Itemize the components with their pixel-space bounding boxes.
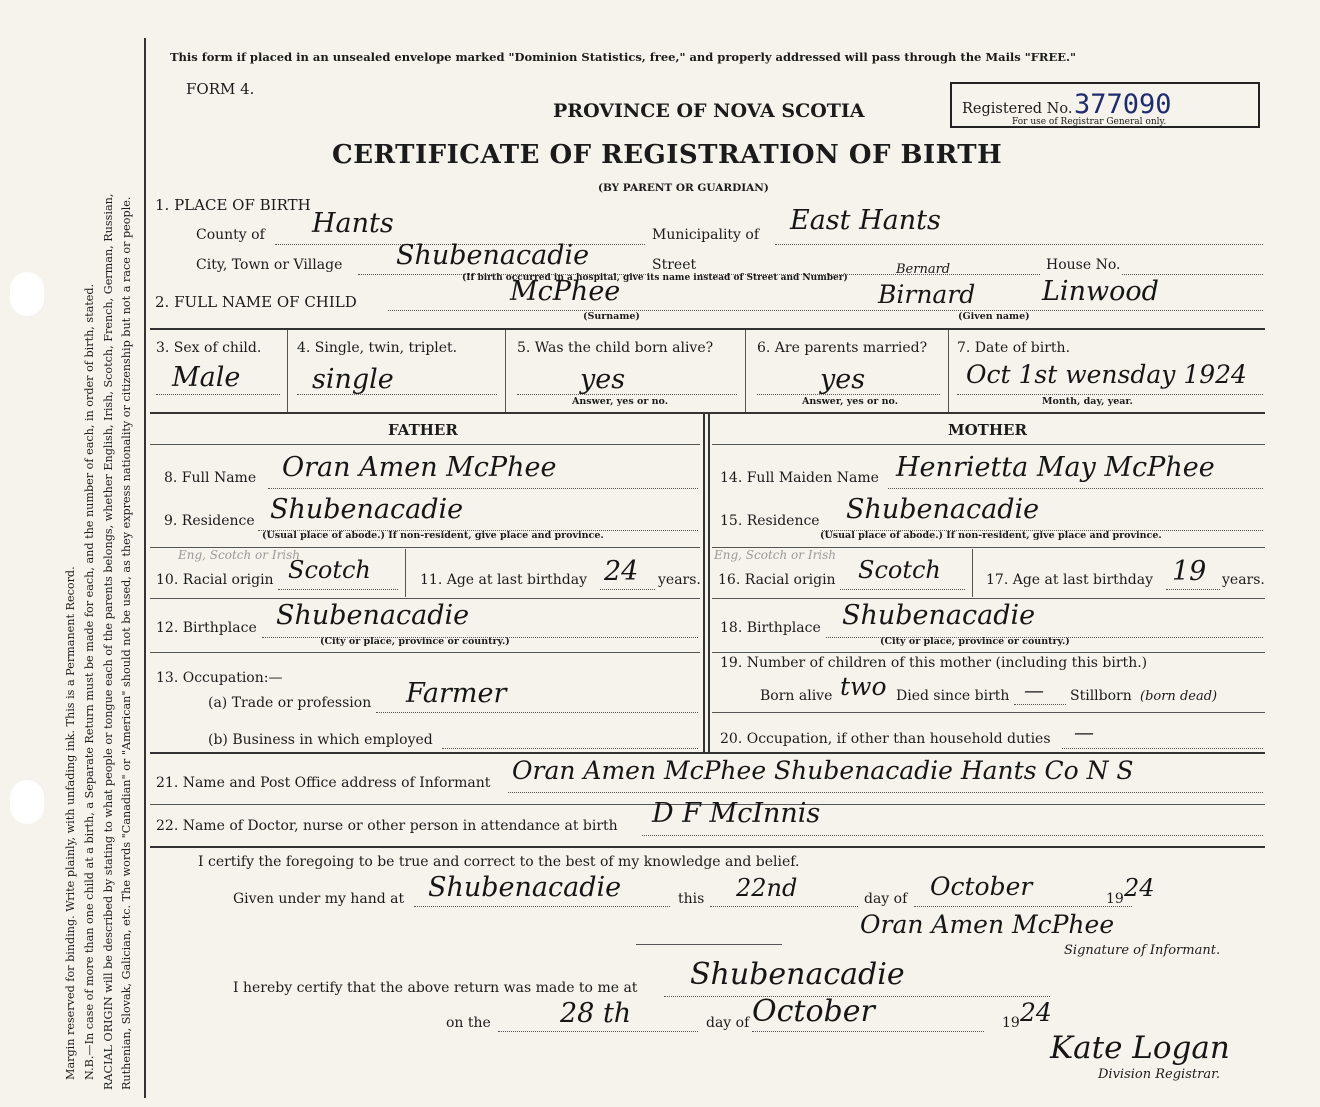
punch-hole (10, 780, 44, 824)
mother-occupation-label: 20. Occupation, if other than household duties (720, 731, 1051, 747)
father-res-value: Shubenacadie (270, 494, 464, 525)
born-alive-label: Born alive (760, 688, 833, 704)
child-name-label: 2. FULL NAME OF CHILD (155, 293, 357, 311)
informant-value: Oran Amen McPhee Shubenacadie Hants Co N S (512, 756, 1134, 785)
surname-note: (Surname) (583, 311, 640, 322)
alive-label: 5. Was the child born alive? (517, 340, 714, 356)
mother-res-label: 15. Residence (720, 513, 820, 529)
county-label: County of (196, 227, 265, 243)
given-under-label: Given under my hand at (233, 891, 405, 907)
on-year-suffix: 24 (1020, 998, 1052, 1027)
father-years-label: years. (658, 572, 701, 588)
registered-box (950, 82, 1260, 128)
trade-value: Farmer (406, 678, 507, 709)
mother-birthplace-label: 18. Birthplace (720, 620, 821, 636)
on-year-prefix: 19 (1002, 1015, 1020, 1031)
mother-racial-hint: Eng, Scotch or Irish (714, 548, 837, 562)
mother-heading: MOTHER (948, 421, 1027, 439)
married-note: Answer, yes or no. (802, 396, 899, 407)
margin-note-2: N.B.—In case of more than one child at a birth, a Separate Return must be made for each, and the number of each, in order of birth, stated. (83, 283, 96, 1080)
alive-note: Answer, yes or no. (572, 396, 669, 407)
municipality-label: Municipality of (652, 227, 760, 243)
house-label: House No. (1046, 257, 1121, 273)
mother-years-label: years. (1222, 572, 1265, 588)
registrar-signature: Kate Logan (1050, 1030, 1230, 1066)
province-heading: PROVINCE OF NOVA SCOTIA (553, 100, 865, 122)
hereby-place: Shubenacadie (690, 957, 905, 992)
married-value: yes (820, 364, 866, 395)
occupation-label: 13. Occupation:— (156, 670, 283, 686)
on-day-of-label: day of (706, 1015, 750, 1031)
dob-label: 7. Date of birth. (957, 340, 1071, 356)
form-number: FORM 4. (186, 80, 255, 98)
mother-birthplace-value: Shubenacadie (842, 600, 1036, 631)
mother-res-value: Shubenacadie (846, 494, 1040, 525)
father-age-value: 24 (604, 556, 639, 587)
child-given-correction: Bernard (896, 262, 951, 277)
margin-note-4: Ruthenian, Slovak, Galician, etc. The words "Canadian" or "American" should not be used, as they express nationality or citizenship but not a race or people. (120, 196, 133, 1090)
this-label: this (678, 891, 705, 907)
died-value: — (1024, 678, 1044, 702)
margin-notes (58, 40, 138, 1100)
given-day: 22nd (736, 874, 798, 902)
married-label: 6. Are parents married? (757, 340, 928, 356)
mother-age-value: 19 (1172, 556, 1207, 587)
on-the-label: on the (446, 1015, 491, 1031)
born-alive-value: two (840, 672, 887, 701)
father-name-label: 8. Full Name (164, 470, 257, 486)
child-given-name: Birnard (878, 280, 976, 309)
mail-notice: This form if placed in an unsealed envelope marked "Dominion Statistics, free," and properly addressed will pass through the Mails "FREE." (170, 50, 1077, 64)
father-racial-label: 10. Racial origin (156, 572, 274, 588)
mother-name-label: 14. Full Maiden Name (720, 470, 879, 486)
given-place: Shubenacadie (428, 872, 622, 903)
city-label: City, Town or Village (196, 257, 343, 273)
father-age-label: 11. Age at last birthday (420, 572, 588, 588)
father-racial-hint: Eng, Scotch or Irish (178, 548, 301, 562)
sex-label: 3. Sex of child. (156, 340, 262, 356)
registered-label: Registered No. (962, 101, 1073, 117)
father-racial-value: Scotch (288, 556, 371, 584)
signature-label: Signature of Informant. (1064, 943, 1221, 958)
page-title: CERTIFICATE OF REGISTRATION OF BIRTH (332, 140, 1003, 170)
hospital-note: (If birth occurred in a hospital, give its name instead of Street and Number) (462, 273, 848, 283)
father-name-value: Oran Amen McPhee (282, 452, 557, 483)
single-label: 4. Single, twin, triplet. (297, 340, 458, 356)
registrar-label: Division Registrar. (1098, 1067, 1220, 1082)
informant-label: 21. Name and Post Office address of Informant (156, 775, 491, 791)
dob-value: Oct 1st wensday 1924 (966, 360, 1247, 389)
mother-res-note: (Usual place of abode.) If non-resident, give place and province. (820, 530, 1162, 541)
father-heading: FATHER (388, 421, 458, 439)
certify-text: I certify the foregoing to be true and correct to the best of my knowledge and belief. (198, 854, 800, 870)
dob-note: Month, day, year. (1042, 396, 1133, 407)
mother-occupation-value: — (1074, 720, 1094, 744)
on-month: October (752, 994, 875, 1029)
stillborn-note: (born dead) (1140, 689, 1218, 704)
registered-number: 377090 (1074, 89, 1172, 120)
margin-note-3: RACIAL ORIGIN will be described by stating to what people or tongue each of the parents belongs, whether English, Irish, Scotch, French, German, Russian, (102, 193, 115, 1090)
father-res-label: 9. Residence (164, 513, 255, 529)
stillborn-label: Stillborn (1070, 688, 1132, 704)
died-label: Died since birth (896, 688, 1010, 704)
place-of-birth-heading: 1. PLACE OF BIRTH (155, 196, 311, 214)
doctor-label: 22. Name of Doctor, nurse or other person in attendance at birth (156, 818, 618, 834)
on-day: 28 th (560, 998, 632, 1029)
child-middle-name: Linwood (1042, 276, 1159, 307)
day-of-label: day of (864, 891, 908, 907)
street-label: Street (652, 257, 697, 273)
alive-value: yes (580, 364, 626, 395)
registrar-note: For use of Registrar General only. (1012, 117, 1167, 127)
father-birthplace-value: Shubenacadie (276, 600, 470, 631)
doctor-value: D F McInnis (652, 798, 821, 829)
binding-rule (144, 38, 146, 1098)
children-label: 19. Number of children of this mother (including this birth.) (720, 655, 1148, 671)
sex-value: Male (172, 362, 241, 393)
given-year-prefix: 19 (1106, 891, 1124, 907)
child-surname: McPhee (510, 276, 621, 307)
informant-signature: Oran Amen McPhee (860, 910, 1115, 939)
county-value: Hants (312, 208, 394, 239)
father-res-note: (Usual place of abode.) If non-resident, give place and province. (262, 530, 604, 541)
mother-racial-value: Scotch (858, 556, 941, 584)
hereby-text: I hereby certify that the above return was made to me at (233, 980, 638, 996)
given-month: October (930, 872, 1033, 901)
mother-birthplace-note: (City or place, province or country.) (880, 636, 1070, 647)
single-value: single (312, 364, 394, 395)
father-birthplace-label: 12. Birthplace (156, 620, 257, 636)
mother-racial-label: 16. Racial origin (718, 572, 836, 588)
business-label: (b) Business in which employed (208, 732, 433, 748)
given-year-suffix: 24 (1124, 874, 1155, 902)
municipality-value: East Hants (790, 205, 941, 236)
mother-age-label: 17. Age at last birthday (986, 572, 1154, 588)
subtitle: (BY PARENT OR GUARDIAN) (598, 182, 769, 194)
given-name-note: (Given name) (958, 311, 1030, 322)
city-value: Shubenacadie (396, 240, 590, 271)
margin-note-1: Margin reserved for binding. Write plainly, with unfading ink. This is a Permanent Record. (64, 566, 77, 1080)
trade-label: (a) Trade or profession (208, 695, 372, 711)
punch-hole (10, 272, 44, 316)
father-birthplace-note: (City or place, province or country.) (320, 636, 510, 647)
mother-name-value: Henrietta May McPhee (896, 452, 1215, 483)
